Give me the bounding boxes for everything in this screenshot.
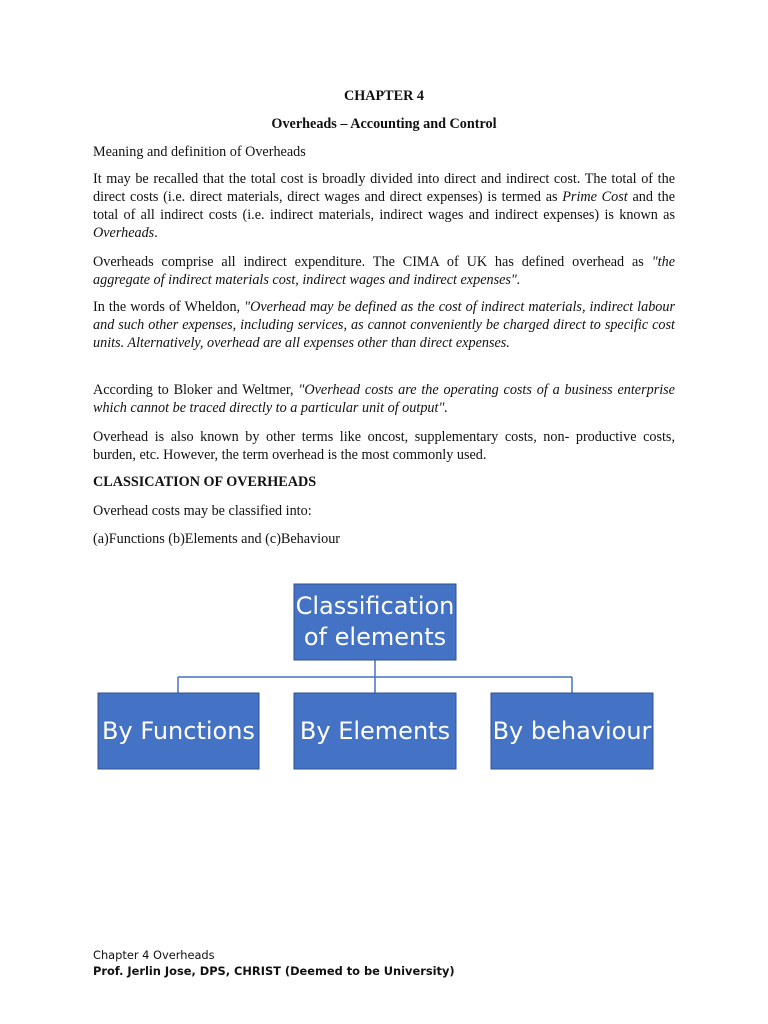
section-heading-meaning: Meaning and definition of Overheads <box>93 144 306 160</box>
cima-quote: "the aggregate of indirect materials cost, indirect wages and indirect expenses". <box>93 254 675 288</box>
functions-node-label: By Functions <box>102 717 255 745</box>
chapter-number: CHAPTER 4 <box>343 88 424 104</box>
prime-cost-term: Prime Cost <box>562 189 628 205</box>
diagram-child-node-functions <box>98 693 259 769</box>
paragraph-text: In the words of Wheldon, <box>93 299 245 315</box>
diagram-child-node-elements <box>294 693 456 769</box>
elements-node-label: By Elements <box>299 717 451 745</box>
paragraph-text: It may be recalled that the total cost is broadly divided into direct and indirect cost. The total of the direct costs (i.e. direct materials, direct wages and direct expenses) is termed as <box>93 171 675 205</box>
diagram-root-node <box>294 584 456 660</box>
paragraph-text: Overheads comprise all indirect expenditure. The CIMA of UK has defined overhead as <box>93 254 652 270</box>
footer-chapter-line: Chapter 4 Overheads <box>93 948 215 962</box>
root-node-label-line2: of elements <box>303 623 447 651</box>
paragraph-other-terms: Overhead is also known by other terms like oncost, supplementary costs, non- productive costs, burden, etc. However, the term overhead is the most commonly used. <box>93 429 675 463</box>
footer-author-line: Prof. Jerlin Jose, DPS, CHRIST (Deemed to be University) <box>93 964 455 978</box>
overheads-term: Overheads <box>93 225 155 241</box>
wheldon-quote: "Overhead may be defined as the cost of indirect materials, indirect labour and such other expenses, including services, as cannot conveniently be charged direct to specific cost units. Alternatively, overhead are all expenses other than direct expenses. <box>93 299 675 351</box>
bloker-quote: "Overhead costs are the operating costs of a business enterprise which cannot be traced directly to a particular unit of output". <box>93 382 675 416</box>
root-node-label-line1: Classification <box>295 592 455 620</box>
behaviour-node-label: By behaviour <box>492 717 652 745</box>
diagram-connectors <box>178 660 572 693</box>
classified-into-text: Overhead costs may be classified into: <box>93 503 312 519</box>
page-footer <box>93 947 455 979</box>
chapter-title: Overheads – Accounting and Control <box>271 116 497 132</box>
paragraph-text: According to Bloker and Weltmer, <box>93 382 299 398</box>
paragraph-text: and the total of all indirect costs (i.e. indirect materials, indirect wages and indirect expenses) is known as <box>93 189 675 223</box>
classification-heading: CLASSICATION OF OVERHEADS <box>93 474 317 490</box>
paragraph-text: . <box>154 225 158 241</box>
diagram-child-node-behaviour <box>491 693 653 769</box>
classes-list-text: (a)Functions (b)Elements and (c)Behaviour <box>93 531 341 547</box>
